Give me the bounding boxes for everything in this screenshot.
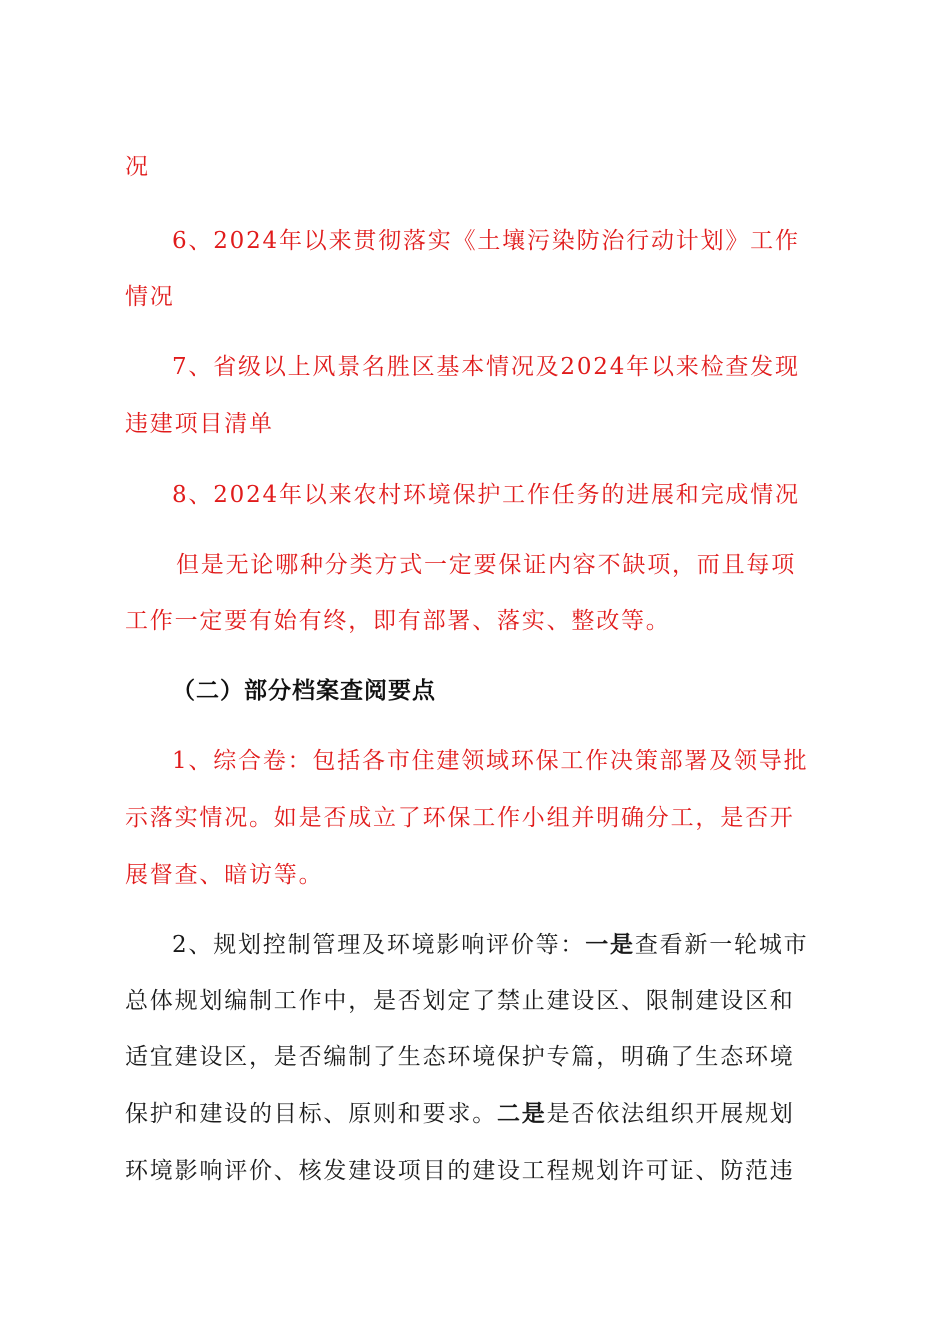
list-item-8: 8、2024年以来农村环境保护工作任务的进展和完成情况 (172, 482, 800, 508)
paragraph-text: 保护和建设的目标、原则和要求。 (125, 1101, 497, 1127)
paragraph-line: 违建项目清单 (125, 411, 274, 437)
emphasis-first: 一是 (585, 931, 635, 958)
paragraph-text: 是否依法组织开展规划 (546, 1101, 795, 1127)
list-item-2 (172, 930, 877, 960)
paragraph-line: 适宜建设区，是否编制了生态环境保护专篇，明确了生态环境 (125, 1044, 795, 1070)
paragraph-line: 示落实情况。如是否成立了环保工作小组并明确分工，是否开 (125, 805, 795, 831)
section-heading: （二）部分档案查阅要点 (172, 678, 436, 704)
paragraph-line: 展督查、暗访等。 (125, 862, 324, 888)
paragraph-line: 总体规划编制工作中，是否划定了禁止建设区、限制建设区和 (125, 988, 795, 1014)
list-item-6: 6、2024年以来贯彻落实《土壤污染防治行动计划》工作 (172, 228, 800, 254)
paragraph-line: 工作一定要有始有终，即有部署、落实、整改等。 (125, 608, 671, 634)
paragraph-line: 环境影响评价、核发建设项目的建设工程规划许可证、防范违 (125, 1158, 795, 1184)
list-item-2-text: 查看新一轮城市 (634, 932, 809, 958)
paragraph-line: 但是无论哪种分类方式一定要保证内容不缺项，而且每项 (176, 552, 796, 578)
list-item-1: 1、综合卷：包括各市住建领域环保工作决策部署及领导批 (172, 748, 809, 774)
paragraph-line: 情况 (125, 284, 175, 310)
list-item-7: 7、省级以上风景名胜区基本情况及2024年以来检查发现 (172, 354, 800, 380)
emphasis-second: 二是 (497, 1100, 547, 1127)
list-item-2-label: 2、规划控制管理及环境影响评价等： (172, 932, 586, 958)
paragraph-line: 况 (125, 154, 150, 180)
paragraph-line (125, 1099, 830, 1129)
